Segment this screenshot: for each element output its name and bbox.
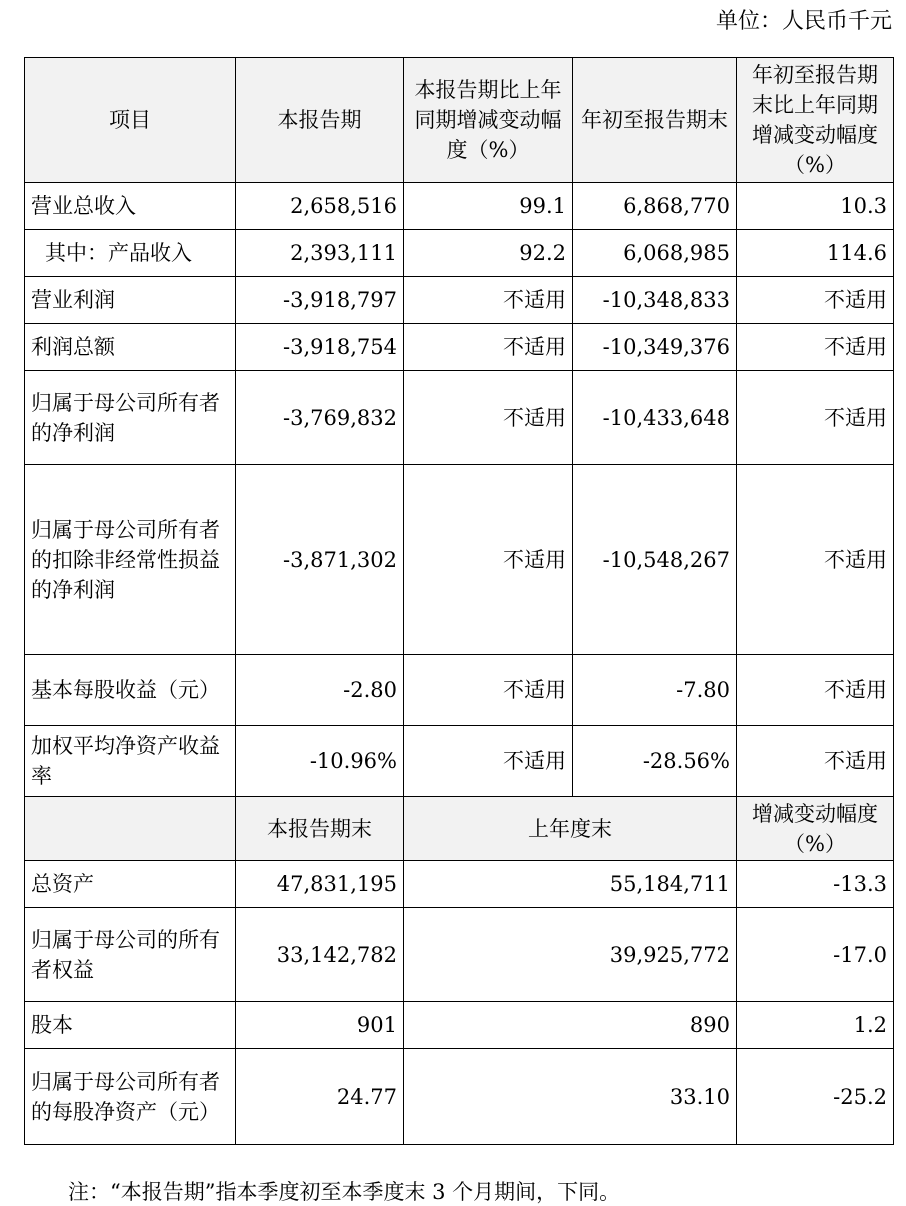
table-row	[25, 1002, 894, 1049]
table-row	[25, 861, 894, 908]
row-label: 股本	[25, 1002, 236, 1049]
cell-current-change: 92.2	[404, 230, 573, 277]
table-row	[25, 726, 894, 797]
cell-current: 2,393,111	[236, 230, 404, 277]
cell-current-change: 不适用	[404, 277, 573, 324]
cell-current-change: 不适用	[404, 726, 573, 797]
cell-ytd: -10,348,833	[573, 277, 737, 324]
cell-ytd: -10,548,267	[573, 465, 737, 655]
header-current-change: 本报告期比上年同期增减变动幅度（%）	[404, 58, 573, 183]
cell-period-end: 24.77	[236, 1049, 404, 1145]
cell-current: -10.96%	[236, 726, 404, 797]
header-current: 本报告期	[236, 58, 404, 183]
table-row	[25, 1049, 894, 1145]
footnote: 注：“本报告期”指本季度初至本季度末 3 个月期间，下同。	[68, 1180, 621, 1204]
row-label: 归属于母公司所有者的每股净资产（元）	[25, 1049, 236, 1145]
row-label: 归属于母公司所有者的扣除非经常性损益的净利润	[25, 465, 236, 655]
cell-period-end: 901	[236, 1002, 404, 1049]
cell-ytd-change: 10.3	[737, 183, 894, 230]
table-header-row	[25, 58, 894, 183]
table-row	[25, 655, 894, 726]
cell-ytd-change: 不适用	[737, 726, 894, 797]
cell-current: -3,918,797	[236, 277, 404, 324]
table-row	[25, 465, 894, 655]
header-ytd-change: 年初至报告期末比上年同期增减变动幅度（%）	[737, 58, 894, 183]
cell-current-change: 不适用	[404, 371, 573, 465]
cell-ytd: -10,349,376	[573, 324, 737, 371]
cell-current: -3,871,302	[236, 465, 404, 655]
row-label: 总资产	[25, 861, 236, 908]
header-change: 增减变动幅度（%）	[737, 797, 894, 861]
table-row	[25, 371, 894, 465]
table-subheader-row	[25, 797, 894, 861]
row-label: 加权平均净资产收益率	[25, 726, 236, 797]
cell-prior-year-end: 39,925,772	[404, 908, 737, 1002]
table-row	[25, 324, 894, 371]
cell-current: -3,769,832	[236, 371, 404, 465]
table-row	[25, 230, 894, 277]
cell-prior-year-end: 55,184,711	[404, 861, 737, 908]
cell-current-change: 不适用	[404, 324, 573, 371]
cell-prior-year-end: 33.10	[404, 1049, 737, 1145]
row-label: 基本每股收益（元）	[25, 655, 236, 726]
table-row	[25, 908, 894, 1002]
cell-ytd: -28.56%	[573, 726, 737, 797]
cell-ytd: -7.80	[573, 655, 737, 726]
cell-ytd: -10,433,648	[573, 371, 737, 465]
cell-ytd-change: 不适用	[737, 371, 894, 465]
row-label: 营业利润	[25, 277, 236, 324]
cell-change: 1.2	[737, 1002, 894, 1049]
cell-current: -2.80	[236, 655, 404, 726]
cell-period-end: 33,142,782	[236, 908, 404, 1002]
cell-current: -3,918,754	[236, 324, 404, 371]
cell-ytd-change: 不适用	[737, 324, 894, 371]
cell-ytd-change: 不适用	[737, 655, 894, 726]
cell-current-change: 不适用	[404, 465, 573, 655]
header-item: 项目	[25, 58, 236, 183]
header-prior-year-end: 上年度末	[404, 797, 737, 861]
financial-table	[24, 57, 894, 1145]
row-label: 归属于母公司所有者的净利润	[25, 371, 236, 465]
subheader-empty	[25, 797, 236, 861]
cell-current: 2,658,516	[236, 183, 404, 230]
cell-ytd-change: 不适用	[737, 277, 894, 324]
cell-ytd: 6,868,770	[573, 183, 737, 230]
table-row	[25, 183, 894, 230]
row-label: 营业总收入	[25, 183, 236, 230]
cell-current-change: 99.1	[404, 183, 573, 230]
row-label: 归属于母公司的所有者权益	[25, 908, 236, 1002]
table-row	[25, 277, 894, 324]
cell-change: -13.3	[737, 861, 894, 908]
cell-ytd: 6,068,985	[573, 230, 737, 277]
cell-period-end: 47,831,195	[236, 861, 404, 908]
row-label: 利润总额	[25, 324, 236, 371]
row-label: 其中：产品收入	[25, 230, 236, 277]
cell-prior-year-end: 890	[404, 1002, 737, 1049]
cell-current-change: 不适用	[404, 655, 573, 726]
header-period-end: 本报告期末	[236, 797, 404, 861]
cell-ytd-change: 不适用	[737, 465, 894, 655]
cell-change: -25.2	[737, 1049, 894, 1145]
header-ytd: 年初至报告期末	[573, 58, 737, 183]
unit-label: 单位：人民币千元	[715, 9, 892, 34]
cell-ytd-change: 114.6	[737, 230, 894, 277]
cell-change: -17.0	[737, 908, 894, 1002]
